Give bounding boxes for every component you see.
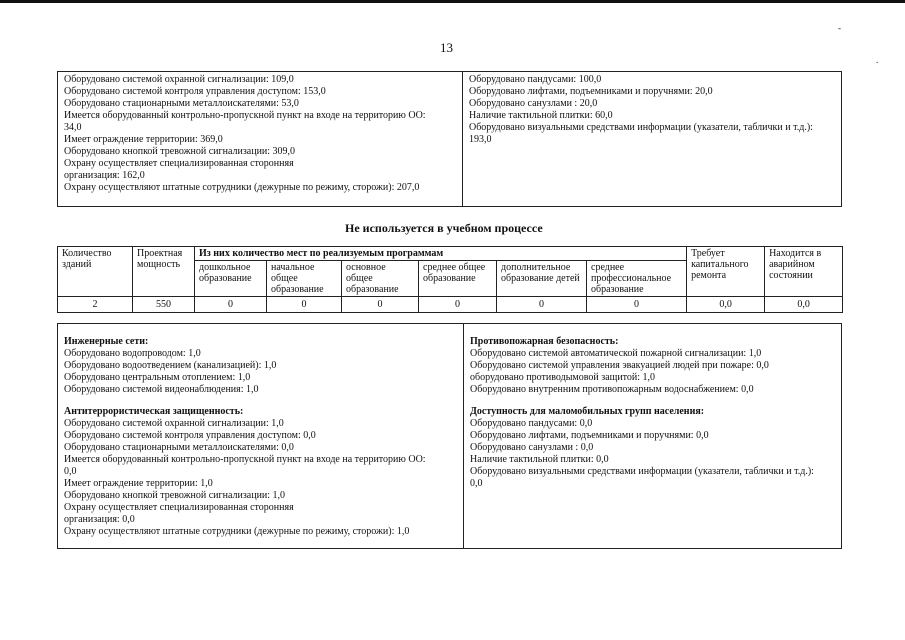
text-line: Оборудовано пандусами: 100,0 xyxy=(469,74,602,85)
bottom-right-column xyxy=(464,324,841,548)
value-additional: 0 xyxy=(497,297,587,313)
text-line: Оборудовано системой видеонаблюдения: 1,0 xyxy=(64,384,259,395)
places-table xyxy=(57,246,843,313)
text-line: организация: 162,0 xyxy=(64,170,145,181)
text-line: Оборудовано водоотведением (канализацией): 1,0 xyxy=(64,360,277,371)
text-line: Оборудовано санузлами : 0,0 xyxy=(470,442,594,453)
section-title: Не используется в учебном процессе xyxy=(345,221,543,235)
text-line: Оборудовано системой контроля управления доступом: 153,0 xyxy=(64,86,326,97)
header-secondary: среднее общее образование xyxy=(419,261,497,297)
text-line: Имеет ограждение территории: 369,0 xyxy=(64,134,223,145)
header-emergency: Находится в аварийном состоянии xyxy=(765,247,843,297)
text-line: Оборудовано кнопкой тревожной сигнализации: 309,0 xyxy=(64,146,296,157)
text-line: Оборудовано кнопкой тревожной сигнализации: 1,0 xyxy=(64,490,286,501)
header-basic: основное общее образование xyxy=(342,261,419,297)
value-preschool: 0 xyxy=(195,297,267,313)
top-left-column xyxy=(58,72,463,206)
text-line: Оборудовано визуальными средствами информации (указатели, таблички и т.д.): xyxy=(470,466,814,477)
header-vocational: среднее профессиональное образование xyxy=(587,261,687,297)
text-line: 0,0 xyxy=(470,478,483,489)
header-capacity: Проектная мощность xyxy=(133,247,195,297)
text-line: Оборудовано санузлами : 20,0 xyxy=(469,98,598,109)
bottom-left-column xyxy=(58,324,464,548)
header-repair: Требует капитального ремонта xyxy=(687,247,765,297)
accessibility-heading: Доступность для маломобильных групп населения: xyxy=(470,406,705,417)
text-line: Охрану осуществляет специализированная сторонняя xyxy=(64,502,294,513)
top-stats-box xyxy=(57,71,842,207)
text-line: организация: 0,0 xyxy=(64,514,135,525)
text-line: Оборудовано внутренним противопожарным водоснабжением: 0,0 xyxy=(470,384,754,395)
text-line: 0,0 xyxy=(64,466,77,477)
header-programs-group: Из них количество мест по реализуемым программам xyxy=(195,247,687,261)
antiterror-heading: Антитеррористическая защищенность: xyxy=(64,406,244,417)
text-line: оборудовано противодымовой защитой: 1,0 xyxy=(470,372,656,383)
fire-safety-heading: Противопожарная безопасность: xyxy=(470,336,619,347)
value-capacity: 550 xyxy=(133,297,195,313)
text-line: Охрану осуществляют штатные сотрудники (дежурные по режиму, сторожи): 207,0 xyxy=(64,182,420,193)
engineering-heading: Инженерные сети: xyxy=(64,336,149,347)
text-line: Оборудовано системой автоматической пожарной сигнализации: 1,0 xyxy=(470,348,762,359)
text-line: Оборудовано лифтами, подъемниками и поручнями: 20,0 xyxy=(469,86,713,97)
margin-mark-dash: - xyxy=(838,23,841,33)
text-line: Оборудовано пандусами: 0,0 xyxy=(470,418,593,429)
text-line: Имеется оборудованный контрольно-пропускной пункт на входе на территорию ОО: xyxy=(64,454,426,465)
header-additional: дополнительное образование детей xyxy=(497,261,587,297)
header-preschool: дошкольное образование xyxy=(195,261,267,297)
text-line: Оборудовано стационарными металлоискателями: 53,0 xyxy=(64,98,299,109)
margin-mark-dot: . xyxy=(876,55,879,65)
value-buildings: 2 xyxy=(58,297,133,313)
value-secondary: 0 xyxy=(419,297,497,313)
text-line: Оборудовано системой охранной сигнализации: 109,0 xyxy=(64,74,294,85)
value-primary: 0 xyxy=(267,297,342,313)
value-repair: 0,0 xyxy=(687,297,765,313)
text-line: Оборудовано лифтами, подъемниками и поручнями: 0,0 xyxy=(470,430,709,441)
text-line: Имеется оборудованный контрольно-пропускной пункт на входе на территорию ОО: xyxy=(64,110,426,121)
value-emergency: 0,0 xyxy=(765,297,843,313)
bottom-stats-box xyxy=(57,323,842,549)
header-buildings: Количество зданий xyxy=(58,247,133,297)
text-line: Охрану осуществляют штатные сотрудники (дежурные по режиму, сторожи): 1,0 xyxy=(64,526,410,537)
text-line: Охрану осуществляет специализированная сторонняя xyxy=(64,158,294,169)
text-line: Оборудовано центральным отоплением: 1,0 xyxy=(64,372,251,383)
value-vocational: 0 xyxy=(587,297,687,313)
page-number: 13 xyxy=(440,40,453,55)
text-line: Оборудовано системой охранной сигнализации: 1,0 xyxy=(64,418,284,429)
text-line: Оборудовано системой управления эвакуацией людей при пожаре: 0,0 xyxy=(470,360,769,371)
text-line: Оборудовано стационарными металлоискателями: 0,0 xyxy=(64,442,294,453)
header-primary: начальное общее образование xyxy=(267,261,342,297)
text-line: Оборудовано водопроводом: 1,0 xyxy=(64,348,201,359)
text-line: 193,0 xyxy=(469,134,492,145)
text-line: Наличие тактильной плитки: 60,0 xyxy=(469,110,613,121)
text-line: 34,0 xyxy=(64,122,82,133)
text-line: Наличие тактильной плитки: 0,0 xyxy=(470,454,609,465)
text-line: Имеет ограждение территории: 1,0 xyxy=(64,478,213,489)
top-right-column xyxy=(463,72,841,206)
text-line: Оборудовано системой контроля управления доступом: 0,0 xyxy=(64,430,316,441)
text-line: Оборудовано визуальными средствами информации (указатели, таблички и т.д.): xyxy=(469,122,813,133)
top-border-line xyxy=(0,0,905,3)
value-basic: 0 xyxy=(342,297,419,313)
